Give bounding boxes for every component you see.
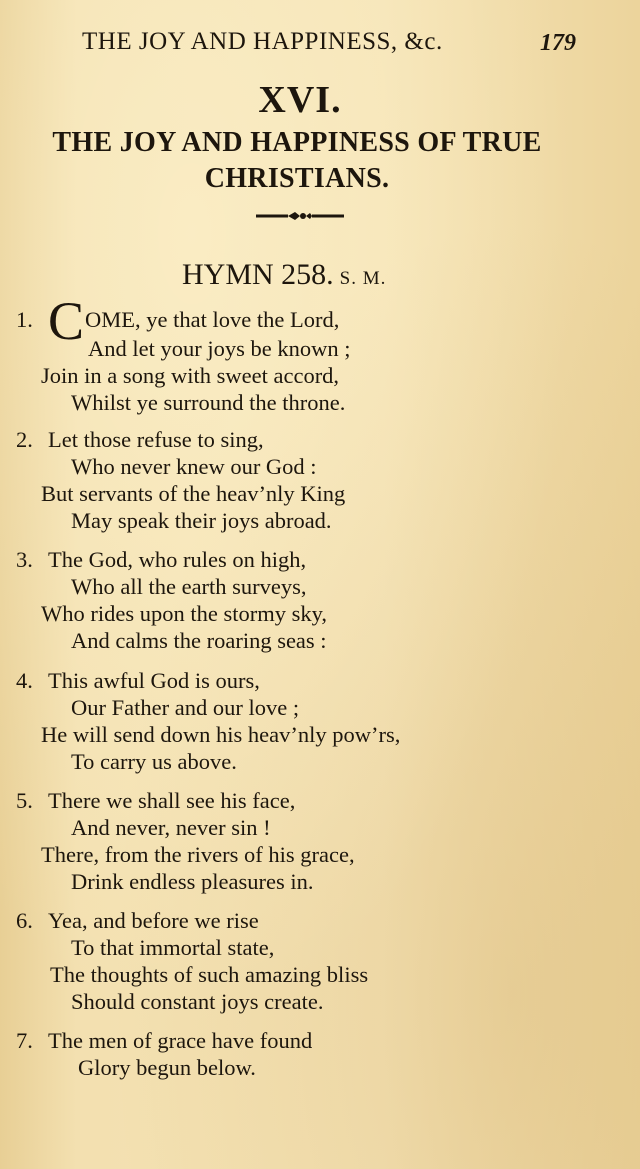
stanza-number: 6. (16, 908, 33, 933)
stanza-number: 5. (16, 788, 33, 813)
section-number: XVI. (258, 79, 342, 121)
stanza-line: 5. There we shall see his face, (16, 788, 296, 813)
stanza-line: Who rides upon the stormy sky, (41, 601, 328, 626)
stanza-line: The thoughts of such amazing bliss (50, 962, 369, 987)
stanza-line: 2. Let those refuse to sing, (16, 427, 264, 452)
drop-cap: C (48, 291, 85, 351)
stanza-line: Who never knew our God : (71, 454, 317, 479)
stanza-line: May speak their joys abroad. (71, 508, 332, 533)
stanza-line: To that immortal state, (71, 935, 275, 960)
stanza-line: Drink endless pleasures in. (71, 869, 314, 894)
stanza-line: 1. COME, ye that love the Lord, (16, 291, 340, 351)
section-title-line-2: CHRISTIANS. (204, 163, 390, 194)
hymn-title: HYMN 258. (182, 258, 334, 291)
stanza-line: Join in a song with sweet accord, (41, 363, 340, 388)
stanza-line: Who all the earth surveys, (71, 574, 307, 599)
divider-ornament-icon (254, 207, 346, 225)
section-title (0, 125, 594, 197)
stanza-3 (16, 546, 626, 654)
stanza-line: He will send down his heav’nly pow’rs, (41, 722, 401, 747)
stanza-2 (16, 426, 626, 534)
stanza-number: 7. (16, 1028, 33, 1053)
stanza-number: 1. (16, 307, 33, 332)
stanza-line: Glory begun below. (78, 1055, 256, 1080)
page-number: 179 (540, 30, 576, 56)
stanza-5 (16, 787, 626, 895)
hymn-heading (182, 258, 386, 292)
stanza-4 (16, 667, 626, 775)
stanza-line: Whilst ye surround the throne. (71, 390, 346, 415)
stanza-1 (16, 291, 626, 416)
stanza-line: And never, never sin ! (71, 815, 271, 840)
stanza-line: Should constant joys create. (71, 989, 324, 1014)
stanza-number: 4. (16, 668, 33, 693)
stanza-line: 4. This awful God is ours, (16, 668, 260, 693)
stanza-line: But servants of the heav’nly King (41, 481, 346, 506)
stanza-line: There, from the rivers of his grace, (41, 842, 355, 867)
stanza-line: 3. The God, who rules on high, (16, 547, 307, 572)
stanza-number: 3. (16, 547, 33, 572)
stanza-7 (16, 1027, 626, 1081)
stanza-line: And let your joys be known ; (88, 336, 351, 361)
running-head: THE JOY AND HAPPINESS, &c. (82, 28, 443, 55)
stanza-line: To carry us above. (71, 749, 237, 774)
stanza-6 (16, 907, 626, 1015)
stanza-line: And calms the roaring seas : (71, 628, 327, 653)
stanza-line: 6. Yea, and before we rise (16, 908, 259, 933)
stanza-line: Our Father and our love ; (71, 695, 300, 720)
section-title-line-1: THE JOY AND HAPPINESS OF TRUE (52, 127, 542, 158)
stanza-number: 2. (16, 427, 33, 452)
hymn-meter: S. M. (339, 268, 387, 289)
stanza-line: 7. The men of grace have found (16, 1028, 313, 1053)
